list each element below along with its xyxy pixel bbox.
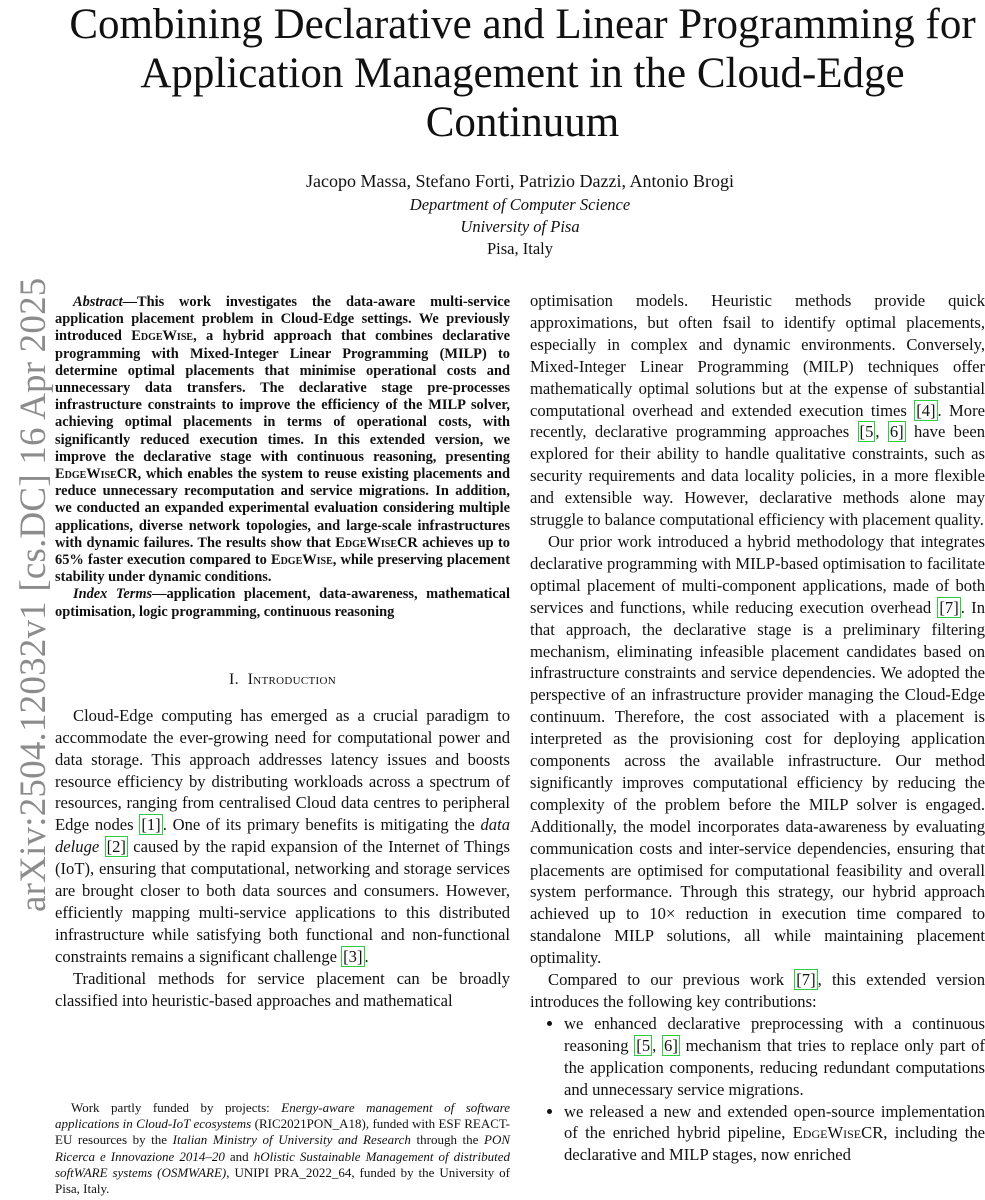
text-run: . More recently, declarative programming approaches bbox=[530, 400, 985, 442]
index-terms bbox=[55, 586, 510, 620]
body-paragraph bbox=[530, 969, 985, 1013]
body-paragraph bbox=[530, 531, 985, 969]
text-run: and bbox=[224, 1148, 254, 1164]
text-run: . bbox=[364, 946, 369, 966]
text-run: caused by the rapid expansion of the Internet of Things (IoT), ensuring that computational, networking and storage services are brought closer to both data sources and consumers. However, efficiently mapping multi-service applications to this distributed infrastructure while satisfying both functional and non-functional constraints remains a significant challenge bbox=[55, 837, 510, 966]
citation-link[interactable]: [5 bbox=[636, 1035, 651, 1055]
text-run: Cloud-Edge computing has emerged as a crucial paradigm to accommodate the ever-growing need for computational power and data storage. This approach addresses latency issues and boosts resource efficiency by distributing workloads across a spectrum of resources, ranging from centralised Cloud data centres to peripheral Edge nodes bbox=[55, 705, 510, 835]
citation-link[interactable]: [7] bbox=[939, 597, 959, 617]
system-name: EdgeWiseCR bbox=[335, 534, 418, 551]
abstract-label: Abstract bbox=[73, 294, 123, 310]
citation-link[interactable]: [4] bbox=[916, 400, 936, 420]
citation-link[interactable]: 6] bbox=[889, 422, 904, 442]
body-paragraph: optimisation models. Heuristic methods provide quick approximations, but often fsail to identify optimal placements, especially in complex and dynamic environments. Conversely, Mixed-Integer Linear Programming (MILP) techniques offer mathematically optimal solutions but at the expense of substantial computational overhead and extended execution times [4] . More recently, declarative programming approaches [5 , 6] have been explored for their ability to handle qualitative constraints, such as security requirements and data locality policies, in a more flexible and extensible way. However, declarative methods alone may struggle to balance computational efficiency with placement quality. bbox=[530, 291, 985, 530]
author-list: Jacopo Massa, Stefano Forti, Patrizio Dazzi, Antonio Brogi bbox=[306, 171, 734, 191]
text-run: mechanism that tries to replace only part of the application components, reducing redundant computations and unnecessary service migrations. bbox=[564, 1035, 985, 1099]
abstract-text: , which enables the system to reuse existing placements and reduce unnecessary recomputation and service migrations. In addition, we conducted an expanded experimental evaluation considering multiple applications, diverse network topologies, and large-scale infrastructures with dynamic failures. The results show that bbox=[55, 466, 510, 551]
emphasis: PON Ricerca e Innovazione 2014–20 bbox=[55, 1132, 510, 1164]
citation-link[interactable]: 6] bbox=[664, 1035, 678, 1055]
text-run: , UNIPI PRA_2022_64, funded by the University of Pisa, Italy. bbox=[55, 1164, 510, 1197]
funding-footnote bbox=[55, 1100, 510, 1197]
text-run: have been explored for their ability to handle qualitative constraints, such as security requirements and data locality policies, in a more flexible and extensible way. However, declarative methods alone may struggle to balance computational efficiency with placement quality. bbox=[530, 422, 985, 530]
emphasis: Italian Ministry of University and Research bbox=[172, 1132, 411, 1148]
citation-link[interactable]: [3] bbox=[343, 946, 363, 966]
abstract-text: —This work investigates the data-aware multi-service application placement problem in Cloud-Edge settings. We previously introduced bbox=[55, 294, 510, 345]
section-title: Introduction bbox=[247, 670, 336, 688]
text-run: we released a new and extended open-source implementation of the enriched hybrid pipeline, bbox=[564, 1101, 985, 1143]
text-run: Compared to our previous work bbox=[548, 970, 795, 990]
abstract-text: achieves up to 65% faster execution compared to bbox=[55, 534, 510, 569]
affiliation bbox=[0, 194, 985, 260]
citation-link[interactable]: [2] bbox=[106, 837, 126, 857]
citation-link[interactable]: [1] bbox=[141, 815, 161, 835]
text-run: (RIC2021PON_A18), funded with ESF REACT-EU resources by the bbox=[55, 1116, 510, 1148]
text-run: we enhanced declarative preprocessing with a continuous reasoning bbox=[564, 1013, 985, 1055]
section-number: I. bbox=[229, 670, 239, 688]
emphasis: hOlistic Sustainable Management of distributed softWARE systems (OSMWARE) bbox=[55, 1148, 510, 1180]
abstract-text: , while preserving placement stability under dynamic conditions. bbox=[55, 552, 510, 586]
list-item: • we enhanced declarative preprocessing with a continuous reasoning [5 , 6] mechanism that tries to replace only part of the application components, reducing redundant computations and unnecessary service migrations. bbox=[564, 1013, 985, 1101]
emphasis: Energy-aware management of software applications in Cloud-IoT ecosystems bbox=[55, 1100, 510, 1132]
paper-title: Combining Declarative and Linear Programming for Application Management in the Cloud-Edge Continuum bbox=[69, 1, 976, 146]
system-name: EdgeWise bbox=[131, 328, 194, 345]
system-name: EdgeWiseCR bbox=[55, 466, 138, 483]
right-column bbox=[530, 290, 985, 1166]
system-name: EdgeWise bbox=[270, 552, 333, 569]
citation-link[interactable]: [7] bbox=[796, 970, 816, 990]
text-run: . One of its primary benefits is mitigating the bbox=[162, 815, 481, 835]
text-run: through the bbox=[410, 1132, 484, 1148]
contributions-list bbox=[530, 1013, 985, 1166]
university: University of Pisa bbox=[460, 217, 580, 236]
intro-paragraph bbox=[55, 705, 510, 968]
list-item bbox=[564, 1101, 985, 1167]
text-run: Our prior work introduced a hybrid methodology that integrates declarative programming with MILP-based optimisation to facilitate optimal placement of multi-component applications, made of both services and functions, while reducing execution overhead bbox=[530, 531, 985, 617]
abstract bbox=[55, 294, 510, 586]
text-run: Work partly funded by projects: bbox=[71, 1100, 282, 1115]
text-run: , including the declarative and MILP stages, now enriched bbox=[564, 1123, 985, 1165]
section-heading bbox=[55, 671, 510, 689]
left-column bbox=[55, 294, 510, 1012]
emphasis: data deluge bbox=[55, 815, 510, 857]
department: Department of Computer Science bbox=[409, 195, 631, 214]
index-terms-label: Index Terms bbox=[73, 586, 153, 603]
text-run: . In that approach, the declarative stage is a preliminary filtering mechanism, eliminating infeasible placement candidates based on infrastructure constraints and service dependencies. We adopted the perspective of an infrastructure provider managing the Cloud-Edge continuum. Therefore, the cost associated with a placement is interpreted as the provisioning cost for deploying application components across the available infrastructure. Our method significantly improves computational efficiency by reducing the complexity of the problem before the MILP solver is engaged. Additionally, the model incorporates data-awareness by evaluating communication costs and inter-service dependencies, ensuring that placements are optimised for computational feasibility and overall system performance. Through this strategy, our hybrid approach achieved up to 10× reduction in execution time compared to standalone MILP solutions, all while maintaining placement optimality. bbox=[530, 597, 985, 968]
system-name: EdgeWiseCR bbox=[792, 1123, 884, 1143]
index-terms-text: —application placement, data-awareness, mathematical optimisation, logic programming, continuous reasoning bbox=[55, 586, 510, 620]
location: Pisa, Italy bbox=[487, 239, 553, 258]
citation-link[interactable]: [5 bbox=[859, 422, 874, 442]
abstract-text: , a hybrid approach that combines declarative programming with Mixed-Integer Linear Programming (MILP) to determine optimal placements that minimise operational costs and unnecessary data transfers. The declarative stage pre-processes infrastructure constraints to improve the efficiency of the MILP solver, achieving optimal placements in terms of operational costs, with significantly reduced execution times. In this extended version, we improve the declarative stage with continuous reasoning, presenting bbox=[55, 328, 510, 465]
text-run: , this extended version introduces the following key contributions: bbox=[530, 970, 985, 1011]
arxiv-identifier: arXiv:2504.12032v1 [cs.DC] 16 Apr 2025 bbox=[13, 277, 54, 912]
intro-paragraph: Traditional methods for service placement can be broadly classified into heuristic-based approaches and mathematical bbox=[55, 968, 510, 1010]
text-run: optimisation models. Heuristic methods provide quick approximations, but often fsail to identify optimal placements, especially in complex and dynamic environments. Conversely, Mixed-Integer Linear Programming (MILP) techniques offer mathematically optimal solutions but at the expense of substantial computational overhead and extended execution times bbox=[530, 291, 985, 420]
